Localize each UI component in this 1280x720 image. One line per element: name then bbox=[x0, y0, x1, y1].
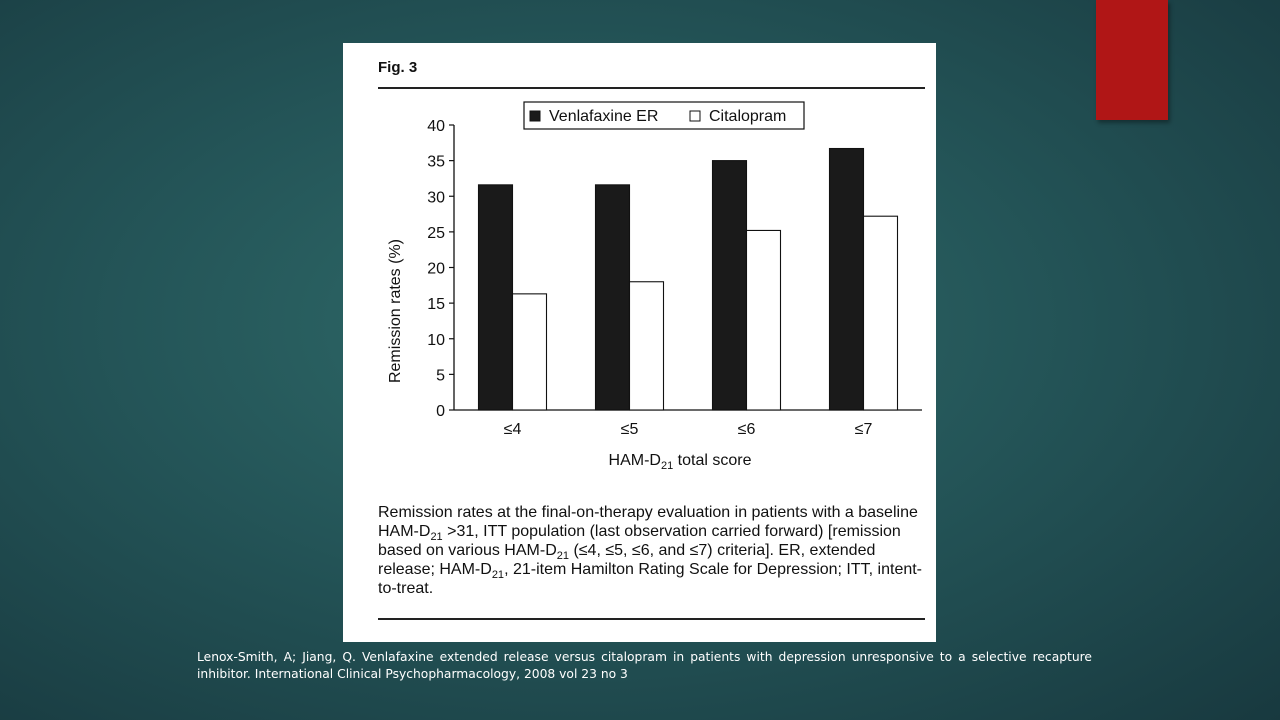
figure-label: Fig. 3 bbox=[378, 59, 418, 76]
bar-venlafaxine bbox=[713, 161, 747, 410]
legend-label-citalopram: Citalopram bbox=[709, 108, 787, 125]
x-tick-label: ≤5 bbox=[620, 421, 639, 438]
x-axis-label: HAM-$D_{21}$ total score bbox=[608, 452, 752, 472]
y-axis-label: Remission rates (%) bbox=[387, 238, 404, 384]
legend bbox=[524, 102, 804, 129]
red-accent-tab bbox=[1096, 0, 1168, 120]
y-tick-label: 15 bbox=[427, 296, 445, 314]
y-tick-label: 25 bbox=[427, 224, 445, 242]
y-tick-label: 40 bbox=[427, 118, 445, 135]
legend-label-venlafaxine: Venlafaxine ER bbox=[549, 108, 659, 125]
bar-citalopram bbox=[864, 216, 898, 410]
figure-caption: Remission rates at the final-on-therapy evaluation in patients with a baseline HAM-$D_{21} >31$, ITT population (last observation carried forward) [remission based on various HAM-$D_{21}$ (≤4, ≤5, ≤6, and ≤7) criteria]. ER, extended release; HAM-$D_{21}$, 21-item Hamilton Rating Scale for Depression; ITT, intent-to-treat. bbox=[378, 504, 923, 597]
y-tick-label: 35 bbox=[427, 153, 445, 171]
figure-panel bbox=[343, 43, 936, 642]
bars bbox=[479, 149, 898, 410]
y-tick-label: 0 bbox=[436, 403, 445, 420]
x-tick-label: ≤4 bbox=[503, 421, 522, 438]
y-tick-label: 10 bbox=[427, 331, 445, 349]
x-tick-label: ≤6 bbox=[737, 421, 756, 438]
x-tick-label: ≤7 bbox=[854, 421, 873, 438]
bar-citalopram bbox=[513, 294, 547, 410]
y-tick-label: 30 bbox=[427, 189, 445, 207]
legend-swatch-citalopram bbox=[690, 111, 700, 121]
legend-swatch-venlafaxine bbox=[530, 111, 540, 121]
citation-text: Lenox-Smith, A; Jiang, Q. Venlafaxine extended release versus citalopram in patients with depression unresponsive to a selective recapture inhibitor. International Clinical Psychopharmacology, 2008 vol 23 no 3 bbox=[197, 650, 1092, 681]
bottom-rule bbox=[378, 618, 925, 620]
bar-venlafaxine bbox=[479, 185, 513, 410]
y-tick-label: 5 bbox=[436, 367, 445, 385]
bar-citalopram bbox=[630, 282, 664, 410]
bar-venlafaxine bbox=[596, 185, 630, 410]
bar-chart bbox=[343, 43, 936, 483]
y-tick-label: 20 bbox=[427, 260, 445, 278]
bar-venlafaxine bbox=[830, 149, 864, 410]
bar-citalopram bbox=[747, 230, 781, 410]
